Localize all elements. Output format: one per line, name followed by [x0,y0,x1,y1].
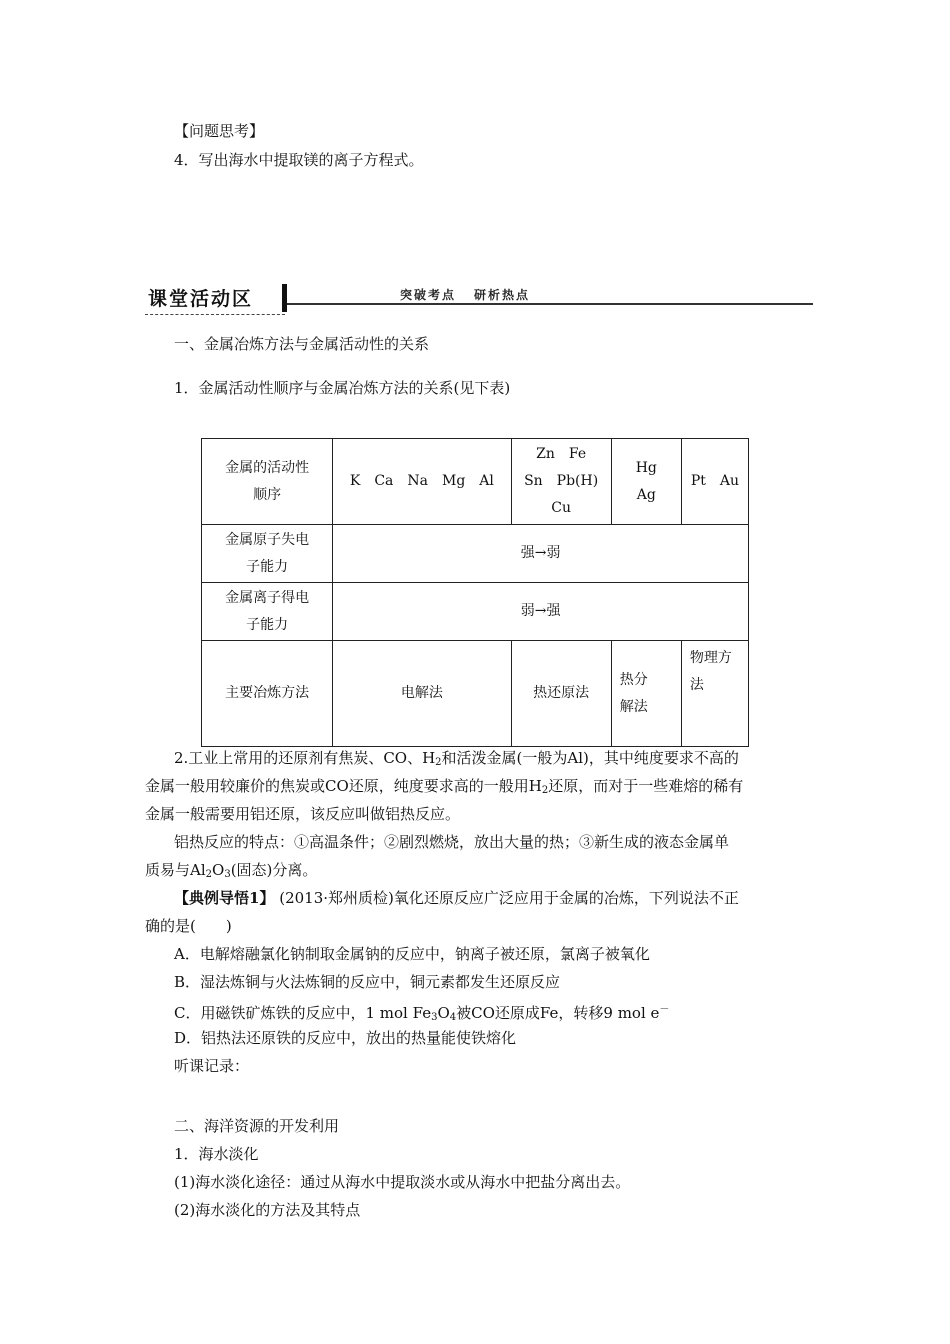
section-2-item-1-1: (1)海水淡化途径：通过从海水中提取淡水或从海水中把盐分离出去。 [174,1173,631,1191]
metals-group-4: Pt Au [681,439,748,525]
para-2-line-3: 金属一般需要用铝还原，该反应叫做铝热反应。 [145,805,461,823]
question-4: 4．写出海水中提取镁的离子方程式。 [174,151,424,169]
section-2-heading: 二、海洋资源的开发利用 [174,1117,340,1135]
row-label-smelting-method: 主要冶炼方法 [202,641,333,747]
para-2-line-1: 2.工业上常用的还原剂有焦炭、CO、$H_2$和活泼金属(一般为Al)，其中纯度要求不高的 [174,749,739,768]
method-physical: 物理方 法 [681,641,748,747]
banner-rule [287,303,813,305]
option-b: B．湿法炼铜与火法炼铜的反应中，铜元素都发生还原反应 [174,973,561,991]
row-label-electron-gain: 金属离子得电 子能力 [202,583,333,641]
table-row-activity-order [202,439,749,525]
section-1-heading: 一、金属冶炼方法与金属活动性的关系 [174,335,430,353]
option-a: A．电解熔融氯化钠制取金属钠的反应中，钠离子被还原，氯离子被氧化 [174,945,650,963]
method-electrolysis: 电解法 [333,641,511,747]
method-thermal-decomposition: 热分 解法 [611,641,681,747]
option-d: D．铝热法还原铁的反应中，放出的热量能使铁熔化 [174,1029,517,1047]
option-c: C．用磁铁矿炼铁的反应中，1 mol $Fe_3O_4$被CO还原成Fe，转移9 mol e－ [174,1004,670,1023]
metal-activity-table [201,438,749,747]
electron-gain-trend: 弱→强 [333,583,749,641]
table-row-electron-loss [202,525,749,583]
metals-group-3: Hg Ag [611,439,681,525]
example-tag: 【典例导悟1】 [174,889,275,907]
section-2-item-1-2: (2)海水淡化的方法及其特点 [174,1201,361,1219]
section-banner-title: 课堂活动区 [148,288,254,310]
example-line-1: 【典例导悟1】 (2013·郑州质检)氧化还原反应广泛应用于金属的冶炼，下列说法不正 [174,889,739,907]
banner-subtitle-1: 突破考点 [400,288,457,302]
thermite-line-1: 铝热反应的特点：①高温条件；②剧烈燃烧，放出大量的热；③新生成的液态金属单 [174,833,730,851]
question-header: 【问题思考】 [174,122,265,140]
metals-group-2: Zn Fe Sn Pb(H) Cu [511,439,611,525]
banner-divider-bar [282,284,287,312]
banner-subtitle-2: 研析热点 [474,288,531,302]
row-label-electron-loss: 金属原子失电 子能力 [202,525,333,583]
table-row-electron-gain [202,583,749,641]
thermite-line-2: 质易与$Al_2O_3$(固态)分离。 [145,861,318,880]
banner-dashed-underline [145,314,285,315]
table-row-smelting-method [202,641,749,747]
lecture-notes-label: 听课记录： [174,1057,250,1075]
method-thermal-reduction: 热还原法 [511,641,611,747]
metals-group-1: K Ca Na Mg Al [333,439,511,525]
section-2-item-1: 1．海水淡化 [174,1145,259,1163]
banner-subtitle [400,287,548,303]
row-label-activity-order: 金属的活动性 顺序 [202,439,333,525]
example-line-2: 确的是( ) [145,917,232,935]
electron-loss-trend: 强→弱 [333,525,749,583]
para-2-line-2: 金属一般用较廉价的焦炭或CO还原，纯度要求高的一般用$H_2$还原，而对于一些难熔的稀有 [145,777,744,796]
section-1-item-1: 1．金属活动性顺序与金属冶炼方法的关系(见下表) [174,379,511,397]
